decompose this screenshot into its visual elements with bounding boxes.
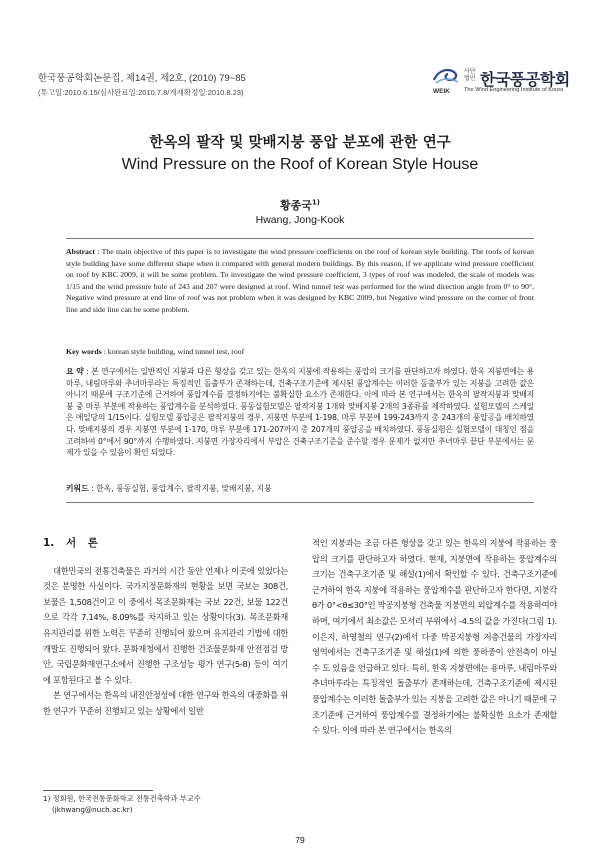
section-number: 1. — [43, 537, 55, 549]
right-column — [312, 536, 557, 739]
page-number: 79 — [295, 835, 305, 845]
korean-abstract-text: : 본 연구에서는 일반적인 지붕과 다른 형상을 갖고 있는 한옥의 지붕에 작용하는 풍압의 크기를 판단하고자 하였다. 한옥 지붕면에는 용마루, 내림마루와 추녀마루라는 특징적인 돌출부가 존재하는데, 건축구조기준에 제시된 풍압계수는 이러한 돌출부가 있는 지붕을 고려한 값은 아니기 때문에 구조기준에 근거하여 풍압계수를 결정하기에는 불확실한 요소가 존재한다. 이에 따라 본 연구에서는 한옥의 팔작지붕과 맞배지붕 중 마루 부분에 작용하는 풍압계수를 분석하였다. 풍동실험모델은 팔작지붕 1개와 맞배지붕 2개의 3종류를 제작하였다. 실험모델의 스케일은 애일당의 1/15이다. 실험모델 풍압공은 팔작지붕의 경우, 지붕면 부분에 1-198, 마루 부분에 199-243까지 총 243개의 풍압공을 배치하였다. 맞배지붕의 경우 지붕면 부분에 1-170, 마루 부분에 171-207까지 총 207개의 풍압공을 배치하였다. 풍동실험은 실험모델이 대칭인 점을 고려하여 0°에서 90°까지 수행하였다. 지붕면 가장자리에서 부압은 건축구조기준을 준수할 경우 문제가 없지만 추녀마루 끝단 부분에서는 문제가 있을 수 있음이 확인 되었다. — [66, 367, 534, 458]
submission-dates: (투고일:2010.6.15/심사완료일:2010.7.8/게재확정일:2010.8.23) — [38, 88, 244, 97]
footnote-divider — [43, 790, 153, 791]
society-logo — [432, 66, 572, 100]
korean-keywords-label: 키워드 — [66, 484, 89, 493]
journal-header — [38, 72, 246, 100]
paper-title-korean: 한옥의 팔작 및 맞배지붕 풍압 분포에 관한 연구 — [149, 135, 451, 151]
left-column — [43, 536, 288, 720]
author-english: Hwang, Jong-Kook — [255, 214, 345, 226]
wind-swirl-icon — [432, 66, 460, 86]
section-title: 서 론 — [65, 537, 98, 549]
abstract — [66, 246, 534, 316]
keywords-text: : korean style building, wind tunnel test, roof — [101, 347, 245, 356]
korean-abstract-label: 요 약 — [66, 367, 84, 376]
keywords — [66, 346, 534, 357]
paragraph: 본 연구에서는 한옥의 내진안정성에 대한 연구와 한옥의 대중화를 위한 연구가 꾸준히 진행되고 있는 상황에서 일반 — [43, 690, 288, 716]
section-heading — [43, 536, 288, 552]
korean-keywords — [66, 483, 534, 494]
paper-title-english: Wind Pressure on the Roof of Korean Style House — [121, 156, 479, 173]
logo-name: 한국풍공학회 — [480, 70, 570, 89]
top-divider — [66, 238, 534, 239]
footnote — [43, 793, 288, 815]
footnote-affiliation: 1) 정회원, 한국전통문화학교 전통건축학과 부교수 — [43, 794, 201, 803]
logo-small-text: 사단 법인 — [464, 69, 476, 82]
korean-keywords-text: : 한옥, 풍동실험, 풍압계수, 팔작지붕, 맞배지붕, 지붕 — [88, 484, 272, 493]
author-korean-name: 황종국 — [280, 199, 312, 212]
abstract-text: : The main objective of this paper is to investigate the wind pressure coefficients on the roof of korean style building. The roofs of korean style building have some different shape when it compared with general modern buildings. By this reason, if we applicate wind pressure coefficient on roof by KBC 2009, it will be some problem. To investigate the wind pressure coefficient, 3 types of roof was modeled. the scale of models was 1/15 and the wind pressure hole of 243 and 207 were designed at roof. Wind tunnel test was performed for the wind direction angle from 0° to 90°. Negative wind pressure at end line of roof was not problem when it was designed by KBC 2009, but Negative wind pressure on the corner of front line and side line can be some problem. — [66, 247, 534, 314]
footnote-email: (jkhwang@nuch.ac.kr) — [52, 805, 133, 814]
abstract-label: Abstract — [66, 247, 96, 256]
paragraph: 대한민국의 전통건축물은 과거의 시간 동안 언제나 이곳에 있었다는 것은 분명한 사실이다. 국가지정문화재의 현황을 보면 국보는 308건, 보물은 1,508건이고 이 중에서 목조문화재는 국보 22건, 보물 122건으로 각각 7.14%, 8.09%를 차지하고 있는 상황이다(3). 목조문화재 유지관리를 위한 노력은 꾸준히 진행되어 왔으며 유지관리 기법에 대한 개발도 진행되어 왔다. 문화재청에서 진행한 건조물문화재 안전점검 방안, 국립문화재연구소에서 진행한 구조성능 평가 연구(5-8) 등이 여기에 포함된다고 볼 수 있다. — [43, 565, 288, 685]
author-footnote-mark: 1) — [311, 198, 320, 207]
korean-abstract — [66, 366, 534, 459]
logo-abbr: WEIK — [433, 88, 450, 95]
author-korean — [0, 197, 600, 213]
bottom-divider — [66, 502, 534, 503]
journal-citation: 한국풍공학회논문집, 제14권, 제2호, (2010) 79~85 — [38, 73, 246, 84]
logo-english-name: The Wind Engineering Institute of Korea — [464, 87, 564, 93]
keywords-label: Key words — [66, 347, 102, 356]
paragraph: 적인 지붕과는 조금 다른 형상을 갖고 있는 한옥의 지붕에 작용하는 풍압의 크기를 판단하고자 하였다. 현재, 지붕면에 작용하는 풍압계수의 크기는 건축구조기준 및 해설(1)에서 확인할 수 있다. 건축구조기준에 근거하여 한옥 지붕에 작용하는 풍압계수를 판단하고자 한다면, 지붕각 θ가 0°<θ≤30°인 박공지붕형 건축물 지붕면의 외압계수를 적용하여야 하며, 여기에서 최소값은 모서리 부위에서 -4.5의 값을 가진다(그림 1). 이은지, 하영철의 연구(2)에서 다중 박공지붕형 저층건물의 가장자리 영역에서는 건축구조기준 및 해설(1)에 의한 풍하중이 안전측이 아닐 수 도 있음을 언급하고 있다. 특히, 한옥 지붕면에는 용마루, 내림마루와 추녀마루라는 특징적인 돌출부가 존재하는데, 건축구조기준에 제시된 풍압계수는 이러한 돌출부가 있는 지붕을 고려한 값은 아니기 때문에 구조기준에 근거하여 풍압계수를 결정하기에는 불확실한 요소가 존재할 수 있다. 이에 따라 본 연구에서는 한옥의 — [312, 538, 557, 736]
